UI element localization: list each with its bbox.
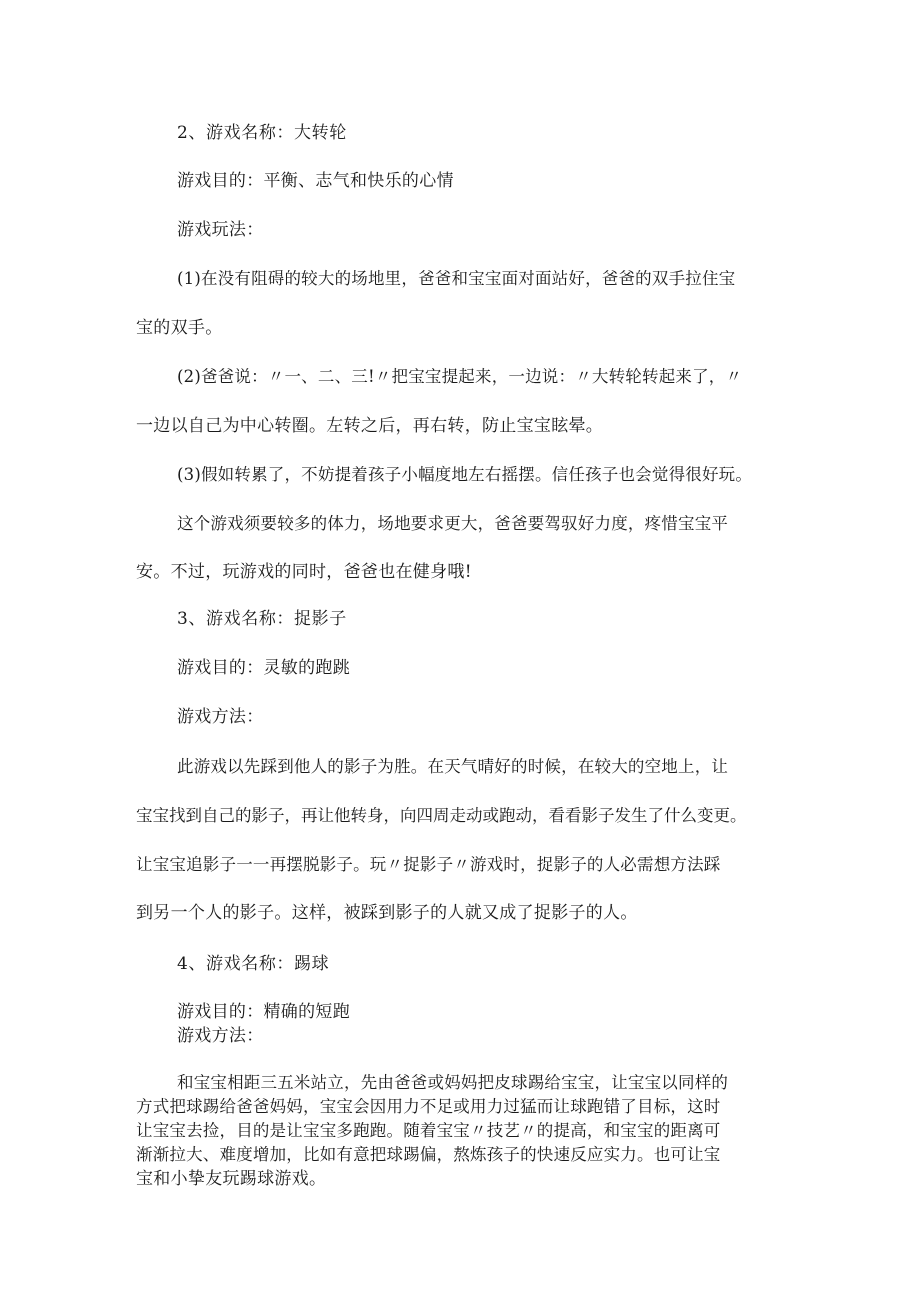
section-2-step2-line2: 一边以自己为中心转圈。左转之后，再右转，防止宝宝眩晕。	[136, 416, 604, 436]
section-method-label-2: 游戏玩法：	[177, 220, 264, 240]
section-3-body-line1: 此游戏以先踩到他人的影子为胜。在天气晴好的时候，在较大的空地上，让	[177, 757, 729, 776]
section-2-step1-line1: (1)在没有阻碍的较大的场地里，爸爸和宝宝面对面站好，爸爸的双手拉住宝	[177, 269, 736, 288]
section-purpose-2: 游戏目的：平衡、志气和快乐的心情	[177, 171, 454, 191]
section-4-body-line2: 方式把球踢给爸爸妈妈，宝宝会因用力不足或用力过猛而让球跑错了目标，这时	[136, 1097, 721, 1116]
section-4-body-line4: 渐渐拉大、难度增加，比如有意把球踢偏，熬炼孩子的快速反应实力。也可让宝	[136, 1145, 721, 1164]
section-4-body-line5: 宝和小挚友玩踢球游戏。	[136, 1169, 327, 1189]
section-heading-3: 3、游戏名称：捉影子	[177, 609, 347, 629]
section-heading-4: 4、游戏名称：踢球	[177, 954, 330, 974]
section-method-label-3: 游戏方法：	[177, 707, 264, 727]
section-2-note-line1: 这个游戏须要较多的体力，场地要求更大，爸爸要驾驭好力度，疼惜宝宝平	[177, 514, 729, 533]
section-2-step1-line2: 宝的双手。	[136, 318, 223, 338]
section-2-step3-line1: (3)假如转累了，不妨提着孩子小幅度地左右摇摆。信任孩子也会觉得很好玩。	[177, 465, 753, 484]
section-3-body-line3: 让宝宝追影子一一再摆脱影子。玩〃捉影子〃游戏时，捉影子的人必需想方法踩	[136, 855, 721, 874]
section-purpose-4: 游戏目的：精确的短跑	[177, 1002, 350, 1022]
section-2-note-line2: 安。不过，玩游戏的同时，爸爸也在健身哦!	[136, 562, 472, 582]
section-4-body-line3: 让宝宝去捡，目的是让宝宝多跑跑。随着宝宝〃技艺〃的提高，和宝宝的距离可	[136, 1121, 721, 1140]
section-method-label-4: 游戏方法：	[177, 1026, 264, 1046]
section-4-body-line1: 和宝宝相距三五米站立，先由爸爸或妈妈把皮球踢给宝宝，让宝宝以同样的	[177, 1073, 729, 1092]
section-purpose-3: 游戏目的：灵敏的跑跳	[177, 658, 350, 678]
section-3-body-line4: 到另一个人的影子。这样，被踩到影子的人就又成了捉影子的人。	[136, 903, 638, 923]
section-heading-2: 2、游戏名称：大转轮	[177, 123, 347, 143]
section-2-step2-line1: (2)爸爸说：〃一、二、三!〃把宝宝提起来，一边说：〃大转轮转起来了，〃	[177, 367, 743, 386]
section-3-body-line2: 宝宝找到自己的影子，再让他转身，向四周走动或跑动，看看影子发生了什么变更。	[136, 806, 747, 825]
